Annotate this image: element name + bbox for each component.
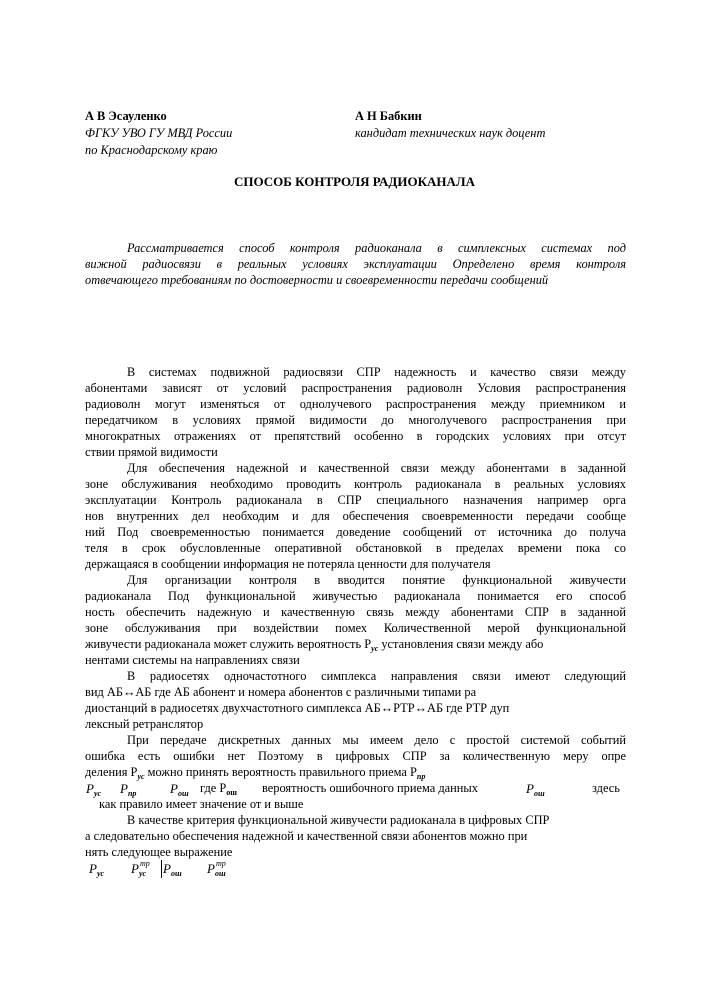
body-line: теля в срок обусловленные оперативной обстановкой в пределах времени пока со	[85, 541, 626, 555]
body-line: нов внутренних дел необходим и для обеспечения своевременности передачи сообще	[85, 509, 626, 523]
body-line: В качестве критерия функциональной живучести радиоканала в цифровых СПР	[127, 813, 550, 827]
formula-text-part: где P	[200, 781, 227, 795]
body-line: Для обеспечения надежной и качественной связи между абонентами в заданной	[127, 461, 626, 475]
formula-sub: ош	[170, 869, 182, 878]
formula-term	[526, 780, 545, 802]
body-line: зоне обслуживания необходимо проводить контроль радиоканала в реальных условиях	[85, 477, 626, 491]
formula-symbol: P	[89, 861, 97, 876]
formula-sub: ус	[138, 869, 147, 878]
formula-sub: ус	[96, 869, 105, 878]
author-1-name: А В Эсауленко	[85, 109, 167, 123]
body-line: радиоволн могут изменяться от однолучевого распространения между приемником и	[85, 397, 626, 411]
body-line: ствии прямой видимости	[85, 445, 218, 459]
body-line: В системах подвижной радиосвязи СПР надежность и качество связи между	[127, 365, 626, 379]
formula-symbol: P	[86, 781, 94, 796]
formula-symbol: P	[170, 781, 178, 796]
body-line: вид АБ↔АБ где АБ абонент и номера абонентов с различными типами ра	[85, 685, 477, 699]
formula-text: вероятность ошибочного приема данных	[262, 781, 478, 795]
body-line: передатчиком в условиях прямой видимости до многолучевого распространения при	[85, 413, 626, 427]
author-2-name: А Н Бабкин	[355, 109, 422, 123]
formula-sup: тр	[216, 859, 226, 868]
formula-symbol: P	[120, 781, 128, 796]
author-1-affiliation-1: ФГКУ УВО ГУ МВД России	[85, 126, 233, 140]
symbol-sub: пр	[416, 772, 426, 781]
inline-text: деления	[85, 765, 131, 779]
author-2-affiliation: кандидат технических наук доцент	[355, 126, 546, 140]
symbol-p: P	[410, 765, 417, 779]
inline-text: установления связи между або	[378, 637, 544, 651]
formula-term	[131, 859, 150, 882]
symbol-sub: ус	[137, 772, 145, 781]
formula-2	[89, 860, 289, 884]
formula-term	[207, 860, 226, 882]
body-line: многократных отражениях от препятствий особенно в городских условиях при отсут	[85, 429, 626, 443]
body-line: нентами системы на направлениях связи	[85, 653, 300, 667]
formula-symbol: P	[526, 781, 534, 796]
body-line: В радиосетях одночастотного симплекса направления связи имеют следующий	[127, 669, 626, 683]
symbol-p: P	[364, 637, 372, 651]
formula-sub: ош	[226, 788, 238, 797]
formula-sub: пр	[127, 789, 137, 798]
formula-term	[89, 860, 104, 882]
body-line: как правило имеет значение от и выше	[99, 797, 304, 811]
formula-sub: ош	[533, 789, 545, 798]
formula-term	[163, 860, 182, 882]
paper-title: СПОСОБ КОНТРОЛЯ РАДИОКАНАЛА	[234, 174, 475, 189]
abstract-line: отвечающего требованиям по достоверности и своевременности передачи сообщений	[85, 273, 549, 287]
body-line: ность обеспечить надежную и качественную связь между абонентами СПР в заданной	[85, 605, 626, 619]
body-line: При передаче дискретных данных мы имеем дело с простой системой событий	[127, 733, 626, 747]
formula-text: здесь	[592, 781, 620, 795]
body-line: нять следующее выражение	[85, 845, 233, 859]
body-line: лексный ретранслятор	[85, 717, 204, 731]
body-line: диостанций в радиосетях двухчастотного симплекса АБ↔РТР↔АБ где РТР дуп	[85, 701, 510, 715]
formula-sup: тр	[140, 859, 150, 868]
abstract-line: Рассматривается способ контроля радиоканала в симплексных системах под	[127, 241, 626, 255]
inline-text: живучести радиоканала может служить вероятность	[85, 637, 365, 651]
formula-sub: ош	[177, 789, 189, 798]
conditional-bar	[161, 860, 162, 878]
formula-symbol: P	[207, 861, 215, 876]
symbol-sub: ус	[371, 644, 379, 653]
body-line: зоне обслуживания при воздействии помех Количественной мерой функциональной	[85, 621, 626, 635]
author-1-affiliation-2: по Краснодарскому краю	[85, 143, 218, 157]
body-line: Для организации контроля в вводится понятие функциональной живучести	[127, 573, 626, 587]
body-line: ний Под своевременностью понимается доведение сообщений от источника до получа	[85, 525, 626, 539]
formula-sub: ус	[93, 789, 102, 798]
inline-text: можно принять вероятность правильного приема	[144, 765, 411, 779]
formula-symbol: P	[131, 861, 139, 876]
body-line: абонентами зависят от условий распространения радиоволн Условия распространения	[85, 381, 626, 395]
symbol-p: P	[130, 765, 138, 779]
abstract-line: вижной радиосвязи в реальных условиях эксплуатации Определено время контроля	[85, 257, 626, 271]
body-line: держащаяся в сообщении информация не потеряла ценности для получателя	[85, 557, 491, 571]
body-line: эксплуатации Контроль радиоканала в СПР специального назначения например орга	[85, 493, 626, 507]
formula-symbol: P	[163, 861, 171, 876]
formula-sub: ош	[214, 869, 226, 878]
body-line: радиоканала Под функциональной живучестью радиоканала понимается его способ	[85, 589, 626, 603]
body-line: а следовательно обеспечения надежной и качественной связи абонентов можно при	[85, 829, 528, 843]
body-line: ошибка есть ошибки нет Поэтому в цифровых СПР за количественную меру опре	[85, 749, 626, 763]
